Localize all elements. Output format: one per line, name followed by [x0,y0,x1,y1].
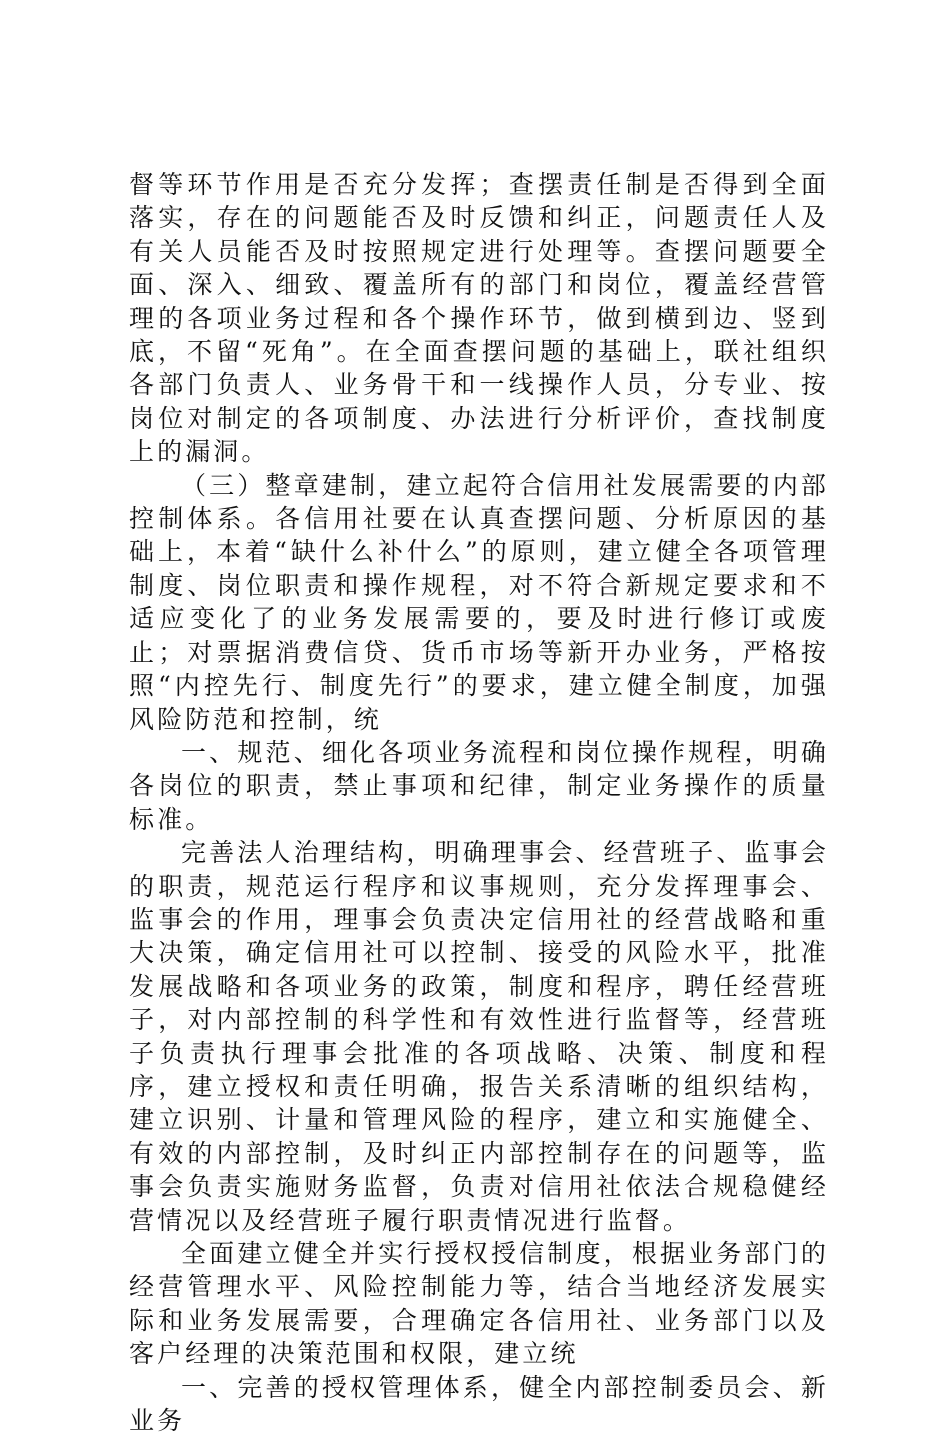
paragraph: 督等环节作用是否充分发挥；查摆责任制是否得到全面落实，存在的问题能否及时反馈和纠正，问题责任人及有关人员能否及时按照规定进行处理等。查摆问题要全面、深入、细致、覆盖所有的部门和岗位，覆盖经营管理的各项业务过程和各个操作环节，做到横到边、竖到底，不留“死角”。在全面查摆问题的基础上，联社组织各部门负责人、业务骨干和一线操作人员，分专业、按岗位对制定的各项制度、办法进行分析评价，查找制度上的漏洞。 [129,170,829,467]
paragraph: （三）整章建制，建立起符合信用社发展需要的内部控制体系。各信用社要在认真查摆问题、分析原因的基础上，本着“缺什么补什么”的原则，建立健全各项管理制度、岗位职责和操作规程，对不符合新规定要求和不适应变化了的业务发展需要的，要及时进行修订或废止；对票据消费信贷、货币市场等新开办业务，严格按照“内控先行、制度先行”的要求，建立健全制度，加强风险防范和控制，统 [129,470,829,734]
paragraph: 一、规范、细化各项业务流程和岗位操作规程，明确各岗位的职责，禁止事项和纪律，制定业务操作的质量标准。 [129,737,829,834]
paragraph: 一、完善的授权管理体系，健全内部控制委员会、新业务 [129,1372,829,1436]
paragraph: 完善法人治理结构，明确理事会、经营班子、监事会的职责，规范运行程序和议事规则，充分发挥理事会、监事会的作用，理事会负责决定信用社的经营战略和重大决策，确定信用社可以控制、接受的风险水平，批准发展战略和各项业务的政策，制度和程序，聘任经营班子，对内部控制的科学性和有效性进行监督等，经营班子负责执行理事会批准的各项战略、决策、制度和程序，建立授权和责任明确，报告关系清晰的组织结构，建立识别、计量和管理风险的程序，建立和实施健全、有效的内部控制，及时纠正内部控制存在的问题等，监事会负责实施财务监督，负责对信用社依法合规稳健经营情况以及经营班子履行职责情况进行监督。 [129,838,829,1235]
paragraph: 全面建立健全并实行授权授信制度，根据业务部门的经营管理水平、风险控制能力等，结合当地经济发展实际和业务发展需要，合理确定各信用社、业务部门以及客户经理的决策范围和权限，建立统 [129,1239,829,1369]
document-body [129,168,829,1437]
